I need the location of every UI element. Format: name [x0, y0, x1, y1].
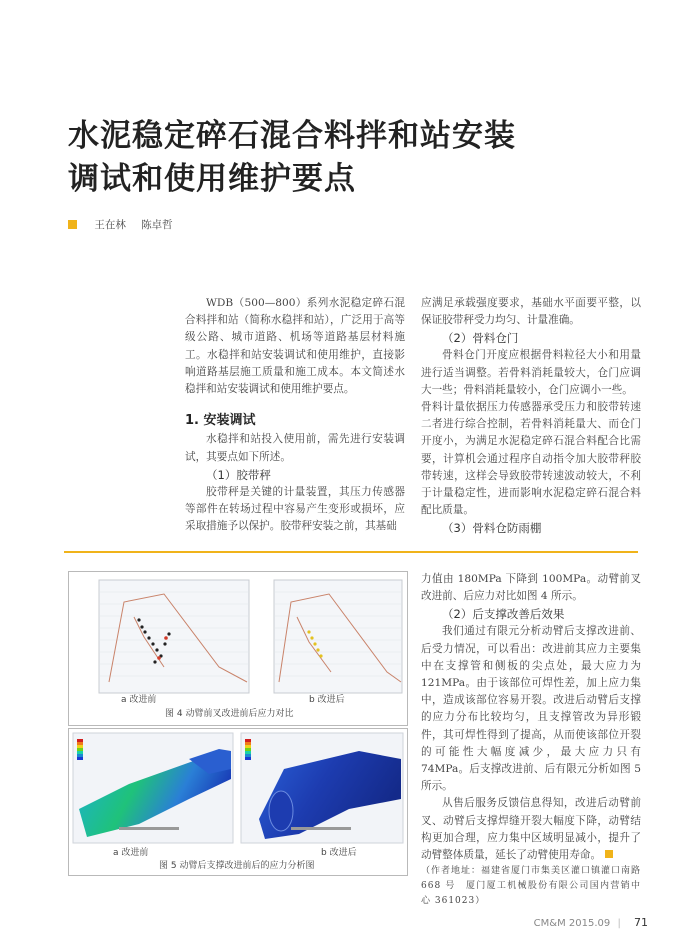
legend-bar-left	[77, 739, 83, 760]
column-3	[421, 571, 641, 909]
body-paragraph: 水稳拌和站投入使用前，需先进行安装调试，其要点如下所述。	[185, 433, 405, 463]
figure-4-graphic	[69, 572, 407, 725]
page-footer: CM&M 2015.09 | 71	[533, 916, 648, 929]
figure-5-caption: 图 5 动臂后支撑改进前后的应力分析图	[159, 861, 315, 871]
author-address: （作者地址：福建省厦门市集美区灌口镇灌口南路 668 号 厦门厦工机械股份有限公司国内营销中心 361023）	[421, 866, 642, 907]
body-paragraph: 我们通过有限元分析动臂后支撑改进前、后受力情况，可以看出：改进前其应力主要集中在支撑管和侧板的尖点处，最大应力为121MPa。由于该部位可焊性差，加上应力集中，造成该部位容易开裂。改进后动臂后支撑的应力分布比较均匀，且支撑管改为异形锻件，其可焊性得到了提高，从而使该部位开裂的可能性大幅度减少，最大应力只有 74MPa。后支撑改进前、后有限元分析如图 5 所示。	[421, 625, 641, 793]
author-line	[68, 217, 185, 232]
page-number: 71	[634, 916, 648, 929]
body-text: 从售后服务反馈信息得知，改进后动臂前叉、动臂后支撑焊缝开裂大幅度下降，动臂结构更加合理，应力集中区域明显减小，提升了动臂整体质量，延长了动臂使用寿命。	[421, 797, 641, 862]
body-paragraph	[421, 795, 641, 864]
figure-4-caption: 图 4 动臂前叉改进前后应力对比	[165, 709, 294, 719]
body-paragraph: 应满足承载强度要求，基础水平面要平整，以保证胶带秤受力均匀、计量准确。	[421, 297, 641, 327]
subsection-heading: （2）后支撑改善后效果	[442, 607, 565, 622]
author-name: 陈卓哲	[141, 219, 173, 231]
title-line-2: 调试和使用维护要点	[68, 161, 356, 197]
intro-paragraph: WDB（500—800）系列水泥稳定碎石混合料拌和站（简称水稳拌和站），广泛用于高等级公路、城市道路、机场等道路基层材料施工。水稳拌和站安装调试和使用维护，直接影响道路基层施工质量和施工成本。本文简述水稳拌和站安装调试和使用维护要点。	[185, 297, 405, 396]
subsection-heading: （2）骨料仓门	[442, 331, 519, 346]
body-paragraph: 力值由 180MPa 下降到 100MPa。动臂前叉改进前、后应力对比如图 4 所示。	[421, 573, 641, 603]
journal-issue: CM&M 2015.09	[533, 918, 611, 929]
figure-5-label-a: a 改进前	[113, 848, 149, 858]
column-2	[421, 295, 641, 537]
column-1	[185, 295, 405, 535]
subsection-heading: （1）胶带秤	[206, 467, 271, 482]
body-paragraph: 骨料仓门开度应根据骨料粒径大小和用量进行适当调整。若骨料消耗量较大，仓门应调大一些；骨料消耗量较小，仓门应调小一些。	[421, 349, 641, 396]
legend-bar-right	[245, 739, 251, 760]
article-title	[68, 115, 668, 201]
figure-4	[68, 571, 408, 726]
title-line-1: 水泥稳定碎石混合料拌和站安装	[68, 118, 516, 154]
section-divider	[64, 551, 638, 553]
section-heading: 1. 安装调试	[185, 413, 256, 429]
body-paragraph: 胶带秤是关键的计量装置，其压力传感器等部件在转场过程中容易产生变形或损坏，应采取措施予以保护。胶带秤安装之前，其基础	[185, 485, 405, 533]
accent-square-icon	[68, 220, 77, 229]
body-paragraph: 骨料计量依据压力传感器承受压力和胶带转速二者进行综合控制，若骨料消耗量大、而仓门开度小，为满足水泥稳定碎石混合料配合比需要，计算机会通过程序自动指令加大胶带秤胶带转速，这样会导致胶带转速波动较大，不利于计量稳定性，进而影响水泥稳定碎石混合料配比质量。	[421, 401, 641, 517]
subsection-heading: （3）骨料仓防雨棚	[442, 521, 542, 536]
figure-5	[68, 728, 408, 876]
figure-4-label-a: a 改进前	[121, 695, 157, 705]
figure-5-label-b: b 改进后	[321, 848, 357, 858]
author-name: 王在林	[94, 219, 126, 231]
end-mark-icon	[605, 850, 613, 858]
figure-4-label-b: b 改进后	[309, 695, 345, 705]
